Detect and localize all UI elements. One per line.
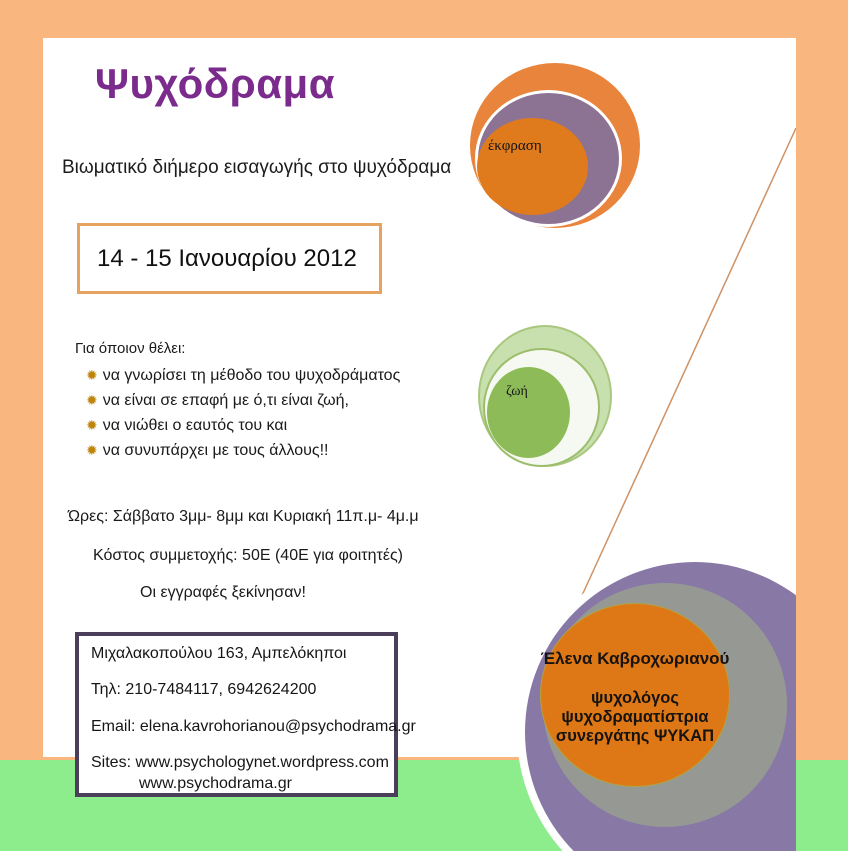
- presenter-role-3: συνεργάτης ΨΥΚΑΠ: [555, 727, 715, 745]
- list-item: [86, 413, 400, 438]
- expression-bubble-label: έκφραση: [488, 138, 542, 154]
- list-item: [86, 438, 400, 463]
- life-bubble-label: ζωή: [506, 384, 528, 399]
- intro-lead: Για όποιον θέλει:: [75, 340, 186, 357]
- contact-box: [75, 632, 416, 797]
- benefit-list: [86, 363, 400, 463]
- star-bullet-icon: ✹: [86, 392, 98, 408]
- star-bullet-icon: ✹: [86, 442, 98, 458]
- list-item: [86, 388, 400, 413]
- list-item-text: να είναι σε επαφή με ό,τι είναι ζωή,: [102, 392, 349, 409]
- list-item-text: να συνυπάρχει με τους άλλους!!: [102, 442, 329, 459]
- list-item: [86, 363, 400, 388]
- contact-site-wordpress: Sites: www.psychologynet.wordpress.com: [91, 754, 389, 771]
- page-subtitle: Βιωματικό διήμερο εισαγωγής στο ψυχόδραμα: [62, 157, 452, 178]
- list-item-text: να νιώθει ο εαυτός του και: [102, 417, 288, 434]
- presenter-role-2: ψυχοδραματίστρια: [561, 708, 709, 726]
- star-bullet-icon: ✹: [86, 367, 98, 383]
- date-box: [77, 223, 382, 294]
- registration-text: Οι εγγραφές ξεκίνησαν!: [140, 584, 306, 601]
- presenter-role-1: ψυχολόγος: [591, 689, 679, 707]
- date-text: 14 - 15 Ιανουαρίου 2012: [97, 244, 357, 272]
- life-bubble-inner-circle: [487, 367, 570, 458]
- expression-bubble-inner-circle: [477, 118, 588, 215]
- list-item-text: να γνωρίσει τη μέθοδο του ψυχοδράματος: [102, 367, 401, 384]
- presenter-name: Έλενα Καβροχωριανού: [540, 649, 730, 668]
- star-bullet-icon: ✹: [86, 417, 98, 433]
- contact-email: Email: elena.kavrohorianou@psychodrama.gr: [91, 718, 416, 735]
- presenter-info: [535, 650, 735, 746]
- cost-text: Κόστος συμμετοχής: 50Ε (40Ε για φοιτητές): [93, 547, 403, 564]
- contact-phone: Τηλ: 210-7484117, 6942624200: [91, 681, 317, 698]
- contact-site-psychodrama: www.psychodrama.gr: [139, 775, 292, 792]
- page-title: Ψυχόδραμα: [95, 60, 336, 107]
- hours-text: Ώρες: Σάββατο 3μμ- 8μμ και Κυριακή 11π.μ- 4μ.μ: [68, 508, 419, 525]
- contact-address: Μιχαλακοπούλου 163, Αμπελόκηποι: [91, 645, 347, 662]
